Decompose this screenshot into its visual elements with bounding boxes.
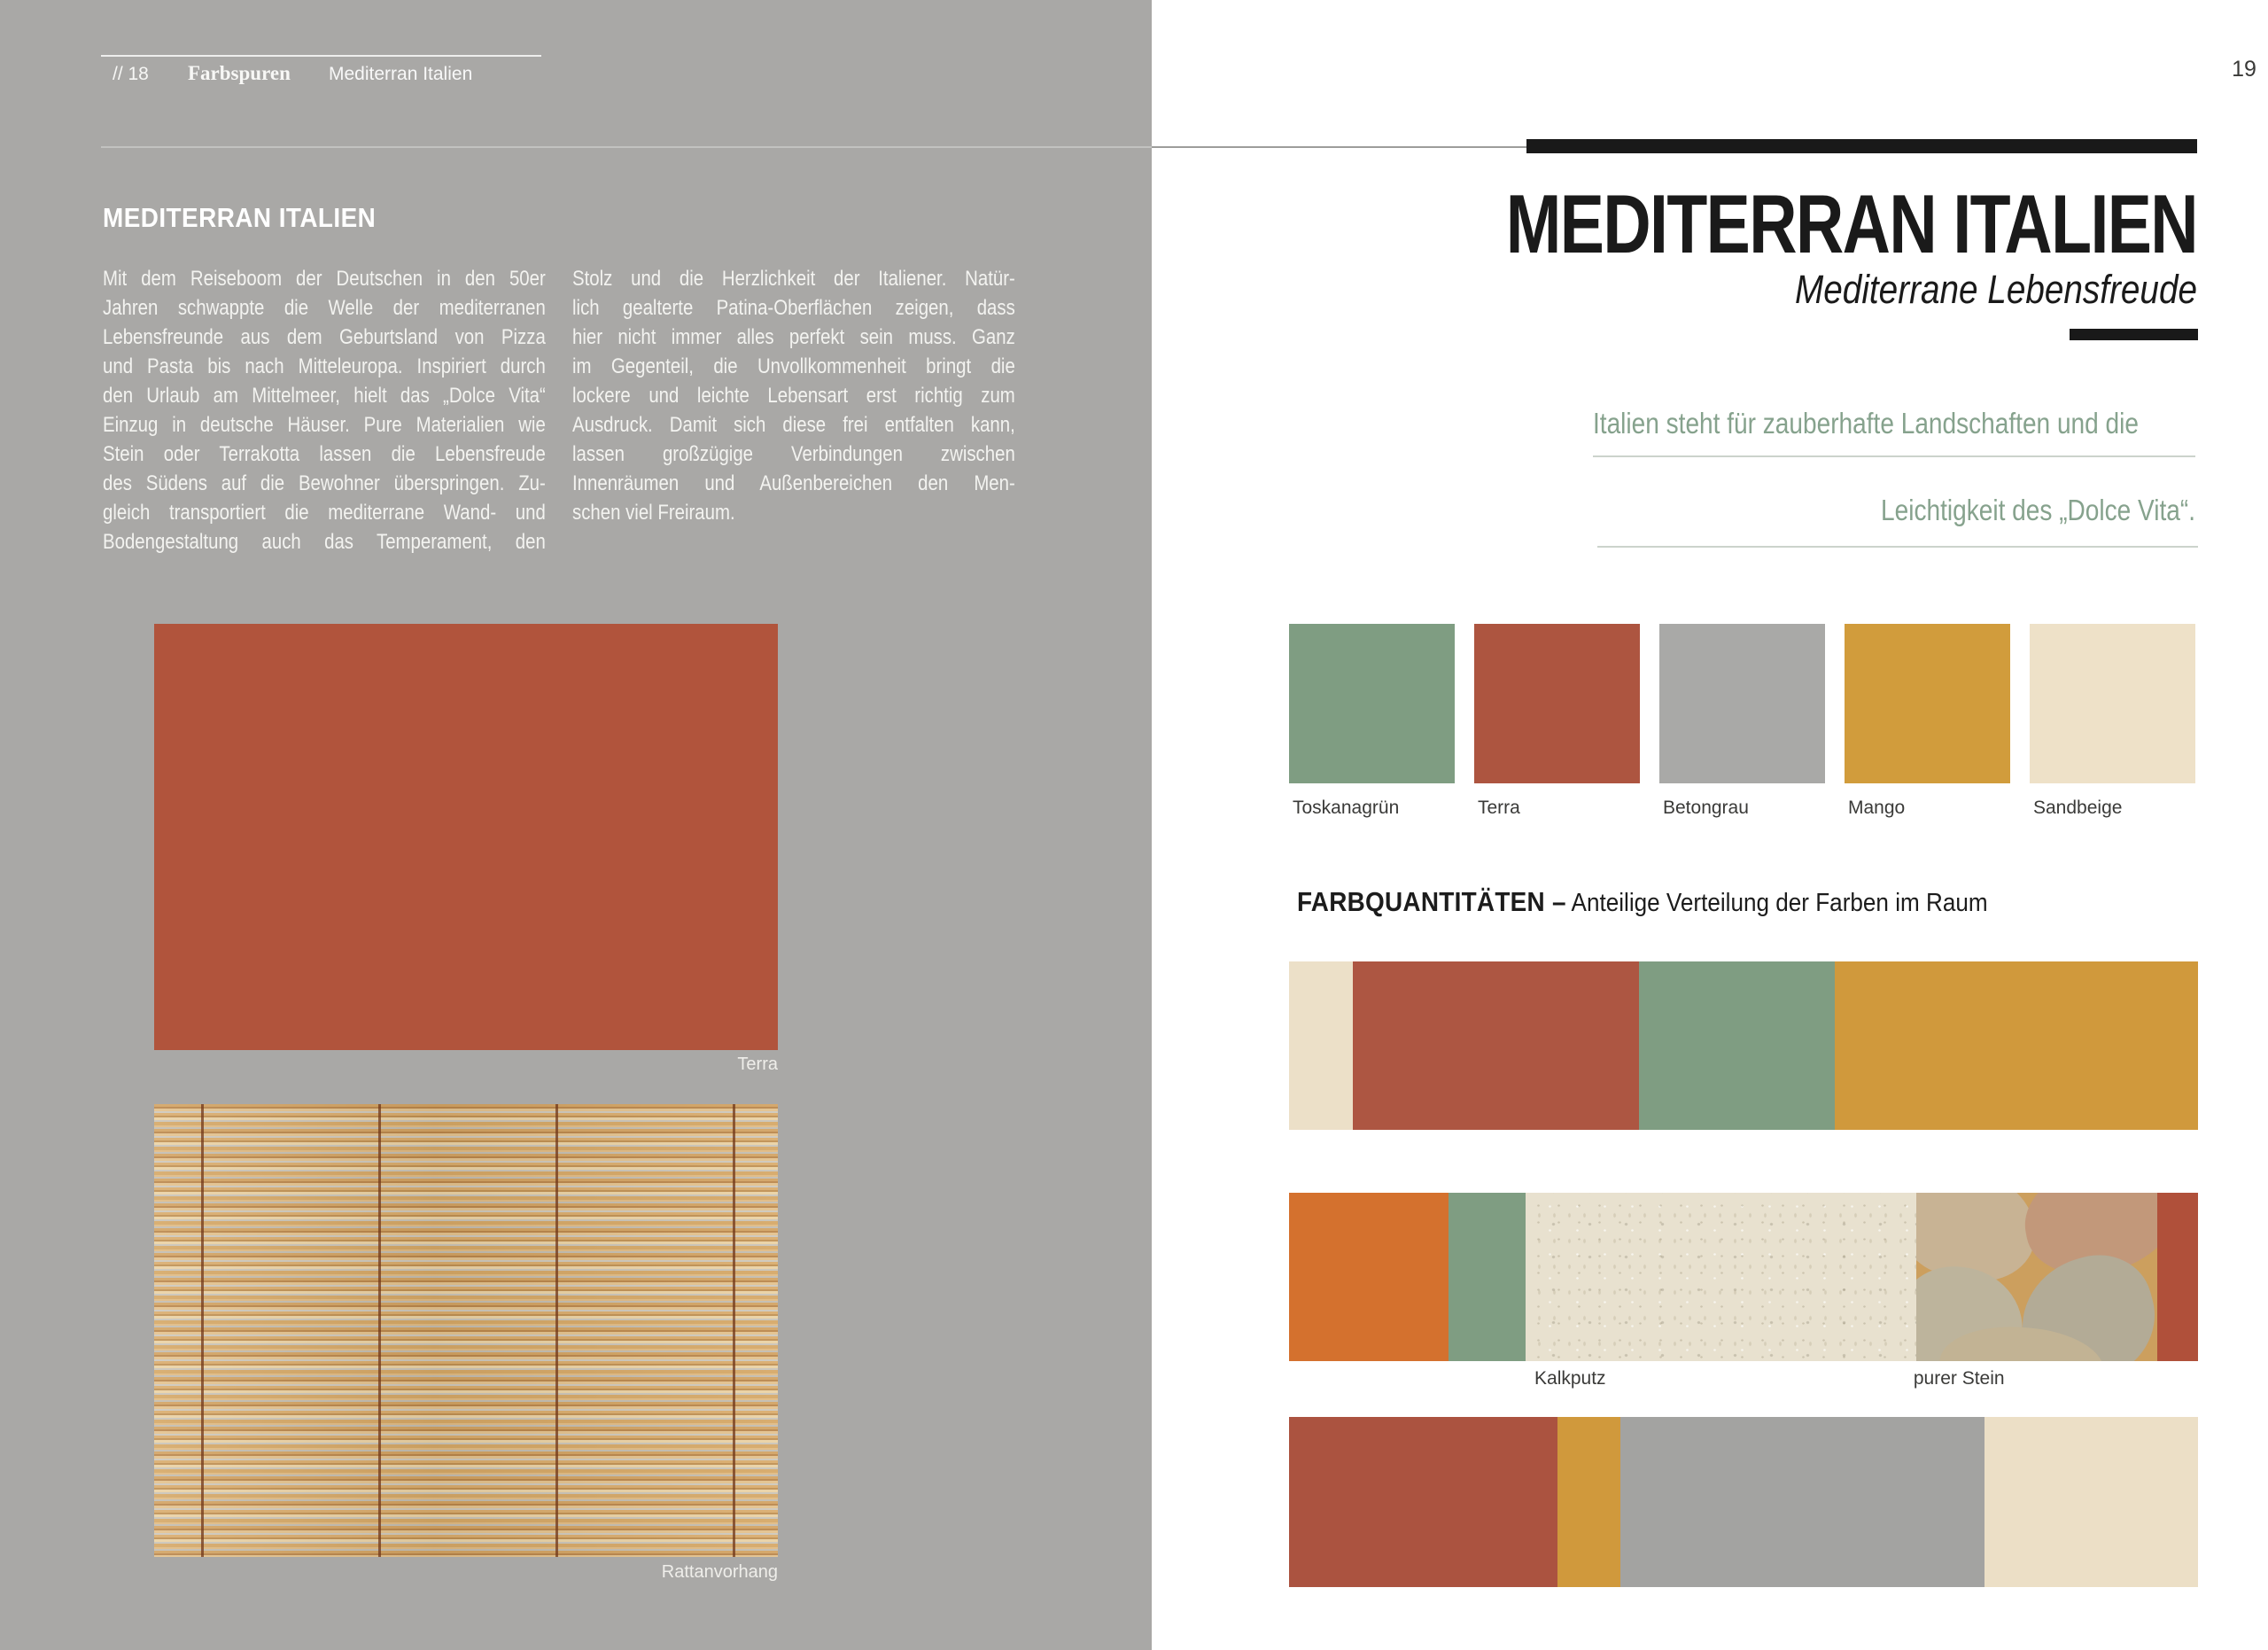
title-bottom-bar bbox=[2070, 329, 2198, 340]
bar-segment-orange-terrakotta bbox=[1289, 1193, 1449, 1361]
text-line: im Gegenteil, die Unvollkommenheit bringt die bbox=[572, 354, 1015, 378]
proportion-bar-2 bbox=[1289, 1193, 2198, 1361]
swatch-label: Mango bbox=[1848, 798, 1906, 818]
running-header bbox=[0, 64, 1152, 90]
bar-segment-toskanagr-n bbox=[1449, 1193, 1526, 1361]
text-line: Lebensfreunde aus dem Geburtsland von Pizza bbox=[103, 325, 546, 349]
swatch-label: Toskanagrün bbox=[1293, 798, 1400, 818]
swatch-label: Sandbeige bbox=[2033, 798, 2123, 818]
section-heading-rest: Anteilige Verteilung der Farben im Raum bbox=[1565, 889, 1988, 917]
bar-segment-purer-stein bbox=[1916, 1193, 2157, 1361]
swatch-color bbox=[1474, 624, 1640, 783]
bar-segment-mango bbox=[1557, 1417, 1621, 1587]
bar-segment-mango bbox=[1835, 961, 2198, 1130]
text-line: schen viel Freiraum. bbox=[572, 501, 735, 525]
page-number: 19 bbox=[2232, 57, 2256, 82]
rattan-curtain-image bbox=[154, 1104, 778, 1557]
body-column-2 bbox=[572, 264, 1015, 527]
header-rule bbox=[101, 55, 541, 57]
palette-swatch bbox=[1659, 624, 1825, 819]
proportion-bar-1 bbox=[1289, 961, 2198, 1130]
section-heading bbox=[1297, 886, 1988, 918]
swatch-color bbox=[2030, 624, 2195, 783]
bar-segment-sandbeige bbox=[1289, 961, 1353, 1130]
text-line: Innenräumen und Außenbereichen den Men- bbox=[572, 471, 1015, 495]
text-line: Jahren schwappte die Welle der mediterranen bbox=[103, 296, 546, 320]
article-heading: MEDITERRAN ITALIEN bbox=[103, 202, 377, 233]
text-line: Mit dem Reiseboom der Deutschen in den 50er bbox=[103, 267, 546, 291]
text-line: Stein oder Terrakotta lassen die Lebensfreude bbox=[103, 442, 546, 466]
text-line: Bodengestaltung auch das Temperament, den bbox=[103, 530, 546, 554]
bar-segment-betongrau bbox=[1620, 1417, 1984, 1587]
body-column-1 bbox=[103, 264, 546, 556]
section-heading-bold: FARBQUANTITÄTEN – bbox=[1297, 886, 1566, 917]
kalkputz-label: Kalkputz bbox=[1534, 1368, 1606, 1389]
text-line: den Urlaub am Mittelmeer, hielt das „Dolce Vita“ bbox=[103, 384, 546, 408]
color-palette bbox=[1289, 624, 2198, 819]
quote-rule-1 bbox=[1593, 455, 2195, 457]
bar-segment-terra bbox=[1353, 961, 1639, 1130]
text-line: des Südens auf die Bewohner überspringen. Zu- bbox=[103, 471, 546, 495]
text-line: gleich transportiert die mediterrane Wand- und bbox=[103, 501, 546, 525]
palette-swatch bbox=[1289, 624, 1455, 819]
swatch-color bbox=[1845, 624, 2010, 783]
palette-swatch bbox=[2030, 624, 2195, 819]
text-line: Einzug in deutsche Häuser. Pure Materialien wie bbox=[103, 413, 546, 437]
text-line: und Pasta bis nach Mitteleuropa. Inspiriert durch bbox=[103, 354, 546, 378]
text-line: lassen großzügige Verbindungen zwischen bbox=[572, 442, 1015, 466]
purer-stein-label: purer Stein bbox=[1913, 1368, 2005, 1389]
palette-swatch bbox=[1845, 624, 2010, 819]
spread-rule-right bbox=[1152, 146, 1526, 148]
terra-image-caption: Terra bbox=[737, 1055, 778, 1074]
chapter-subtitle: Mediterrane Lebensfreude bbox=[1795, 267, 2197, 312]
swatch-color bbox=[1289, 624, 1455, 783]
text-line: Ausdruck. Damit sich diese frei entfalten kann, bbox=[572, 413, 1015, 437]
text-line: Stolz und die Herzlichkeit der Italiener. Natür- bbox=[572, 267, 1015, 291]
swatch-label: Terra bbox=[1478, 798, 1520, 818]
material-labels bbox=[1289, 1368, 2198, 1395]
book-title: Farbspuren bbox=[188, 62, 291, 84]
chapter-title: MEDITERRAN ITALIEN bbox=[1505, 177, 2197, 270]
text-line: lich gealterte Patina-Oberflächen zeigen, dass bbox=[572, 296, 1015, 320]
quote-line-1: Italien steht für zauberhafte Landschaften und die bbox=[1593, 407, 2139, 440]
quote-rule-2 bbox=[1597, 546, 2198, 548]
text-line: hier nicht immer alles perfekt sein muss. Ganz bbox=[572, 325, 1015, 349]
page-marker: // 18 bbox=[113, 64, 149, 84]
title-top-bar bbox=[1526, 139, 2197, 153]
quote-line-2: Leichtigkeit des „Dolce Vita“. bbox=[1881, 494, 2195, 526]
bar-segment-toskanagr-n bbox=[1639, 961, 1835, 1130]
bar-segment-sandbeige bbox=[1984, 1417, 2198, 1587]
swatch-color bbox=[1659, 624, 1825, 783]
swatch-label: Betongrau bbox=[1663, 798, 1749, 818]
text-line: lockere und leichte Lebensart erst richtig zum bbox=[572, 384, 1015, 408]
spread-rule-left bbox=[101, 146, 1152, 148]
bar-segment-kalkputz bbox=[1526, 1193, 1916, 1361]
chapter-name: Mediterran Italien bbox=[329, 64, 473, 84]
rattan-image-caption: Rattanvorhang bbox=[661, 1562, 778, 1582]
terra-color-image bbox=[154, 624, 778, 1050]
bar-segment-terra bbox=[1289, 1417, 1557, 1587]
bar-segment-terra bbox=[2157, 1193, 2198, 1361]
palette-swatch bbox=[1474, 624, 1640, 819]
proportion-bar-3 bbox=[1289, 1417, 2198, 1587]
